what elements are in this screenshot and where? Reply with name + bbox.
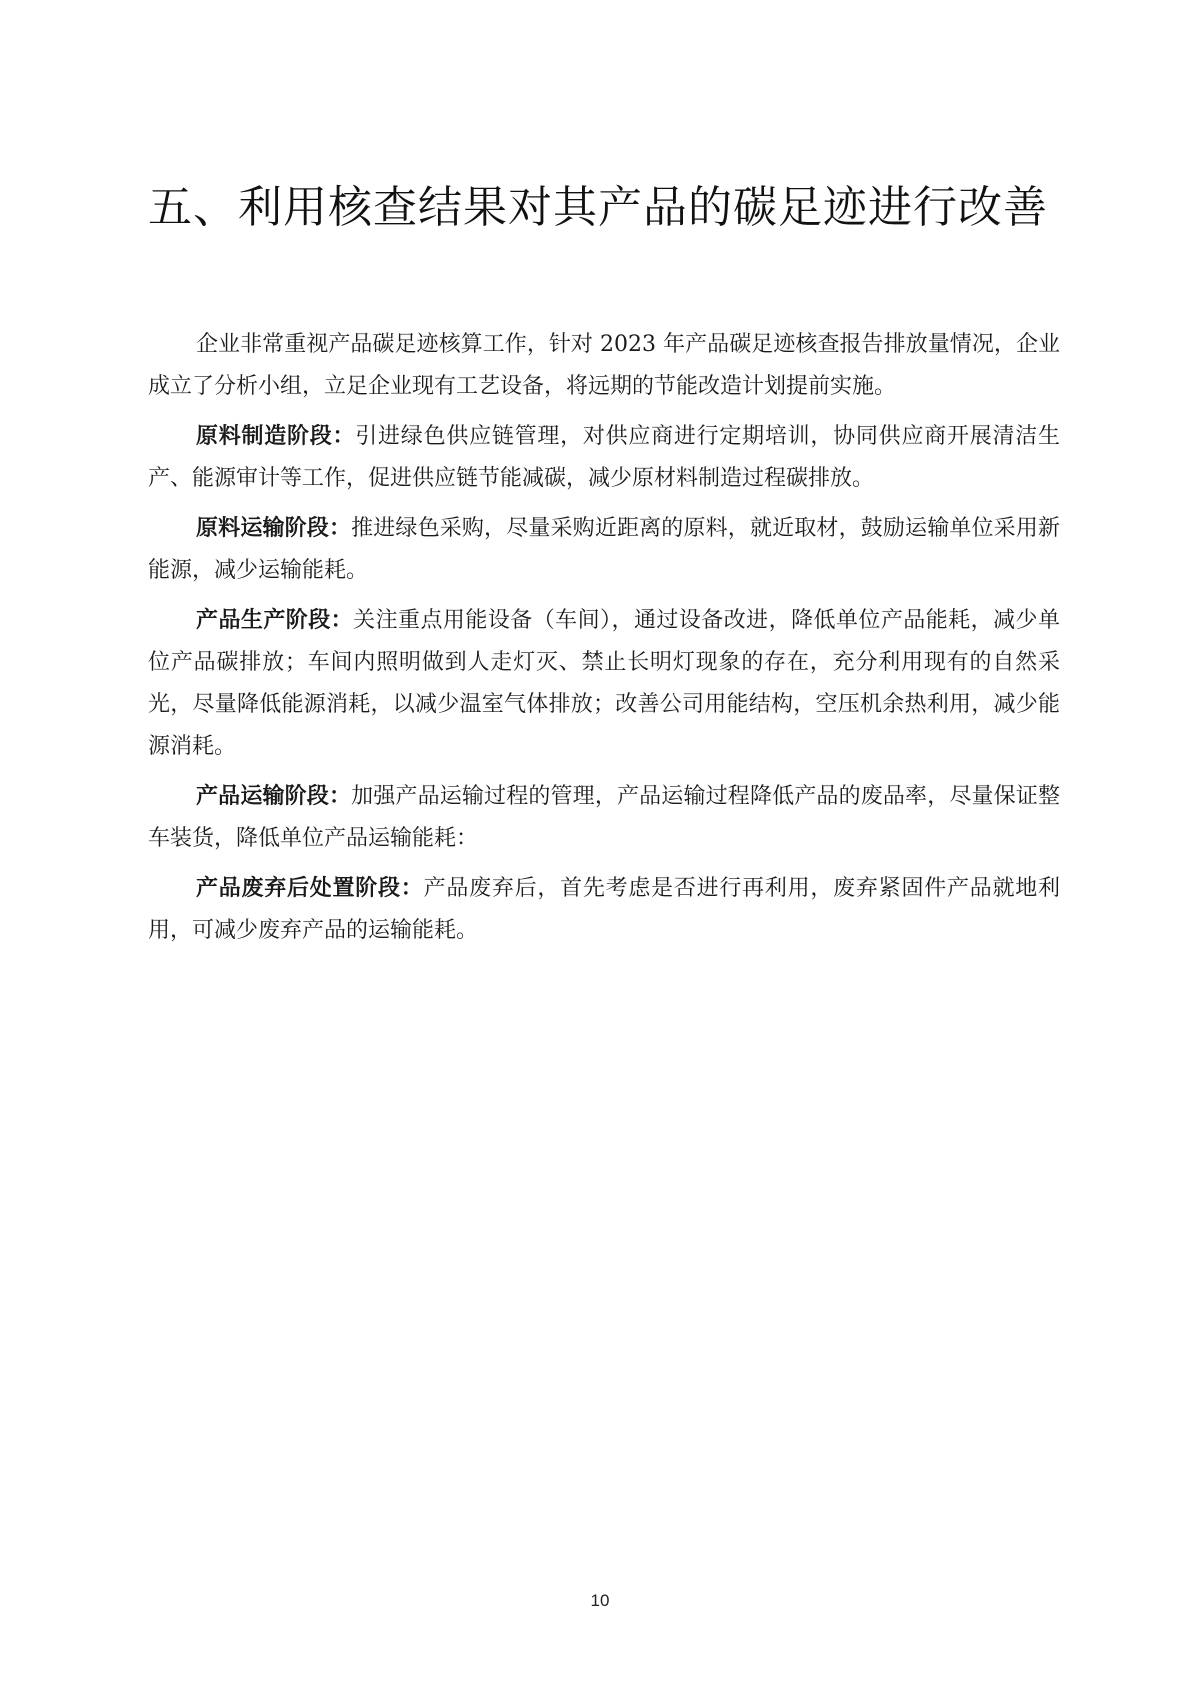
paragraph-raw-material-manufacturing — [148, 415, 1060, 500]
paragraph-label: 原料运输阶段： — [196, 515, 352, 541]
paragraph-text: 加强产品运输过程的管理，产品运输过程降低产品的废品率，尽量保证整车装货，降低单位产品运输能耗： — [148, 784, 1060, 851]
paragraph-product-transport — [148, 775, 1060, 860]
paragraph-label: 产品运输阶段： — [196, 783, 352, 809]
paragraph-intro — [148, 324, 1060, 408]
paragraph-intro-text: 企业非常重视产品碳足迹核算工作，针对 2023 年产品碳足迹核查报告排放量情况，企业成立了分析小组，立足企业现有工艺设备，将远期的节能改造计划提前实施。 — [148, 332, 1060, 399]
paragraph-production — [148, 599, 1060, 768]
paragraph-label: 产品废弃后处置阶段： — [196, 875, 424, 901]
body-text — [148, 324, 1060, 959]
paragraph-raw-material-transport — [148, 507, 1060, 592]
paragraph-end-of-life — [148, 867, 1060, 952]
page-number: 10 — [590, 1591, 610, 1610]
paragraph-text: 产品废弃后，首先考虑是否进行再利用，废弃紧固件产品就地利用，可减少废弃产品的运输能耗。 — [148, 876, 1060, 943]
paragraph-text: 关注重点用能设备（车间），通过设备改进，降低单位产品能耗，减少单位产品碳排放；车间内照明做到人走灯灭、禁止长明灯现象的存在，充分利用现有的自然采光，尽量降低能源消耗，以减少温室气体排放；改善公司用能结构，空压机余热利用，减少能源消耗。 — [148, 608, 1060, 759]
paragraph-text: 引进绿色供应链管理，对供应商进行定期培训，协同供应商开展清洁生产、能源审计等工作，促进供应链节能减碳，减少原材料制造过程碳排放。 — [148, 424, 1060, 491]
paragraph-label: 产品生产阶段： — [196, 607, 354, 633]
paragraph-text: 推进绿色采购，尽量采购近距离的原料，就近取材，鼓励运输单位采用新能源，减少运输能耗。 — [148, 516, 1060, 583]
section-heading: 五、利用核查结果对其产品的碳足迹进行改善 — [148, 182, 1048, 233]
paragraph-label: 原料制造阶段： — [196, 423, 356, 449]
